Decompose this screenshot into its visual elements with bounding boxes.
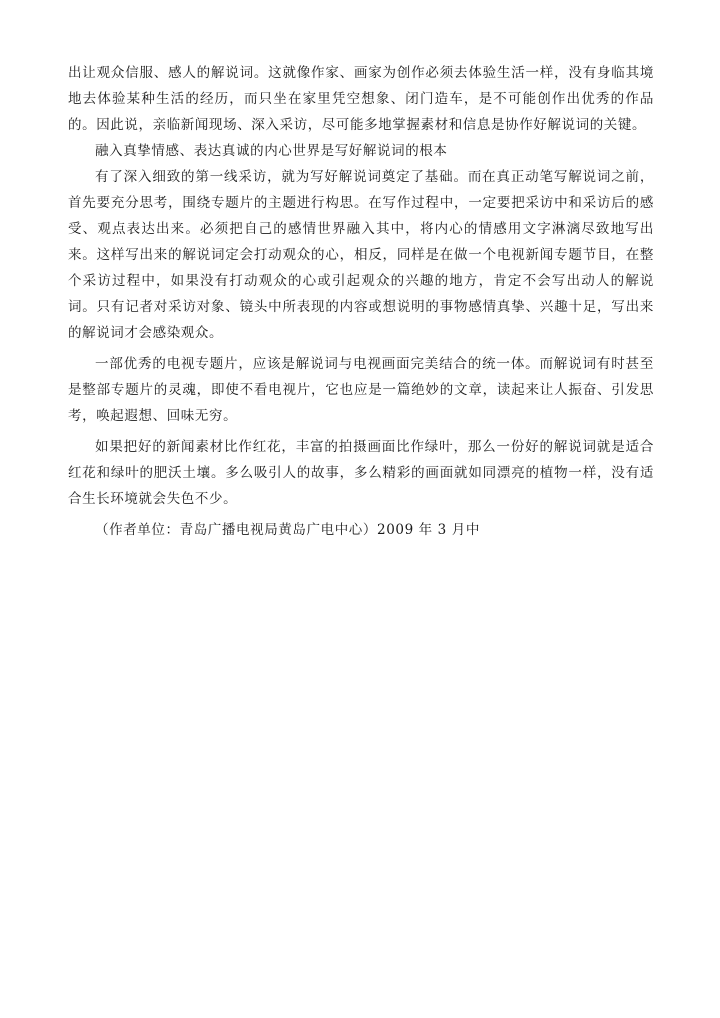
- author-affiliation: （作者单位：青岛广播电视局黄岛广电中心）2009 年 3 月中: [95, 522, 480, 538]
- section-heading: 融入真挚情感、表达真诚的内心世界是写好解说词的根本: [95, 143, 448, 159]
- document-body: [68, 60, 654, 548]
- paragraph-flower-leaf-metaphor: 如果把好的新闻素材比作红花，丰富的拍摄画面比作绿叶，那么一份好的解说词就是适合红花和绿叶的肥沃土壤。多么吸引人的故事，多么精彩的画面就如同漂亮的植物一样，没有适合生长环境就会失色不少。: [68, 439, 654, 507]
- paragraph-narration-soul: 一部优秀的电视专题片，应该是解说词与电视画面完美结合的统一体。而解说词有时甚至是整部专题片的灵魂，即使不看电视片，它也应是一篇绝妙的文章，读起来让人振奋、引发思考，唤起遐想、回味无穷。: [68, 356, 654, 424]
- paragraph-interview-writing: 有了深入细致的第一线采访，就为写好解说词奠定了基础。而在真正动笔写解说词之前，首先要充分思考，围绕专题片的主题进行构思。在写作过程中，一定要把采访中和采访后的感受、观点表达出来。必须把自己的感情世界融入其中，将内心的情感用文字淋漓尽致地写出来。这样写出来的解说词定会打动观众的心，相反，同样是在做一个电视新闻专题节目，在整个采访过程中，如果没有打动观众的心或引起观众的兴趣的地方，肯定不会写出动人的解说词。只有记者对采访对象、镜头中所表现的内容或想说明的事物感情真挚、兴趣十足，写出来的解说词才会感染观众。: [68, 169, 654, 341]
- paragraph-continuation: 出让观众信服、感人的解说词。这就像作家、画家为创作必须去体验生活一样，没有身临其境地去体验某种生活的经历，而只坐在家里凭空想象、闭门造车，是不可能创作出优秀的作品的。因此说，亲临新闻现场、深入采访，尽可能多地掌握素材和信息是协作好解说词的关键。: [68, 65, 654, 133]
